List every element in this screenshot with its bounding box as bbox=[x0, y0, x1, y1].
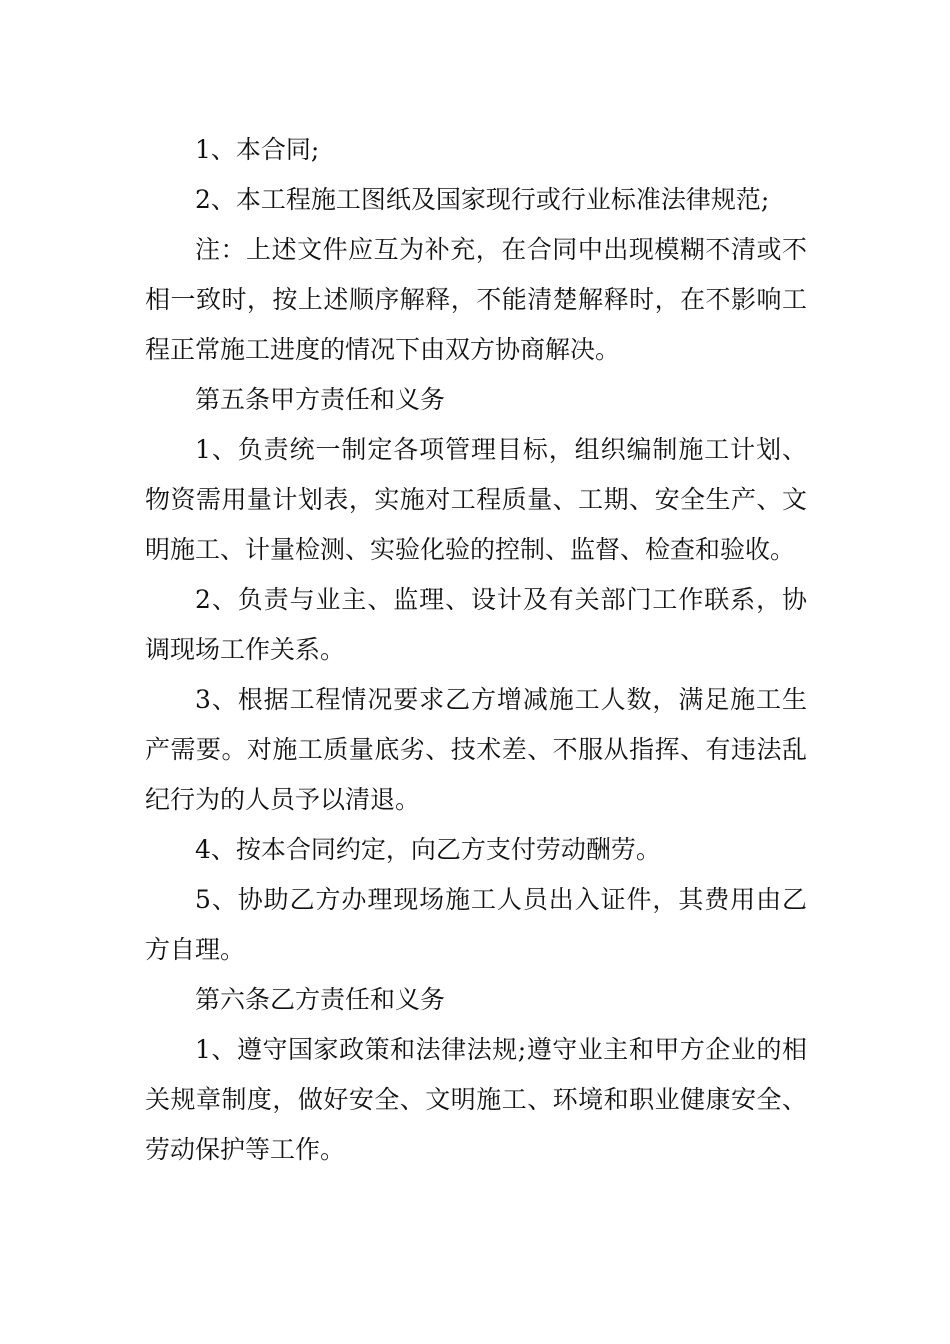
paragraph-party-a-4: 4、按本合同约定，向乙方支付劳动酬劳。 bbox=[195, 835, 661, 864]
paragraph-party-a-5: 5、协助乙方办理现场施工人员出入证件，其费用由乙方自理。 bbox=[145, 885, 807, 964]
paragraph-note: 注：上述文件应互为补充，在合同中出现模糊不清或不相一致时，按上述顺序解释，不能清楚解释时，在不影响工程正常施工进度的情况下由双方协商解决。 bbox=[145, 235, 807, 364]
paragraph-party-a-3: 3、根据工程情况要求乙方增减施工人数，满足施工生产需要。对施工质量底劣、技术差、不服从指挥、有违法乱纪行为的人员予以清退。 bbox=[145, 685, 807, 814]
paragraph-item-2: 2、本工程施工图纸及国家现行或行业标准法律规范; bbox=[195, 185, 770, 214]
section-heading-article-6: 第六条乙方责任和义务 bbox=[195, 985, 446, 1014]
paragraph-party-b-1: 1、遵守国家政策和法律法规;遵守业主和甲方企业的相关规章制度，做好安全、文明施工、环境和职业健康安全、劳动保护等工作。 bbox=[145, 1035, 807, 1164]
paragraph-party-a-2: 2、负责与业主、监理、设计及有关部门工作联系，协调现场工作关系。 bbox=[145, 585, 807, 664]
paragraph-party-a-1: 1、负责统一制定各项管理目标，组织编制施工计划、物资需用量计划表，实施对工程质量、工期、安全生产、文明施工、计量检测、实验化验的控制、监督、检查和验收。 bbox=[145, 435, 807, 564]
paragraph-item-1: 1、本合同; bbox=[195, 135, 320, 164]
section-heading-article-5: 第五条甲方责任和义务 bbox=[195, 385, 446, 414]
document-page bbox=[145, 125, 807, 1175]
